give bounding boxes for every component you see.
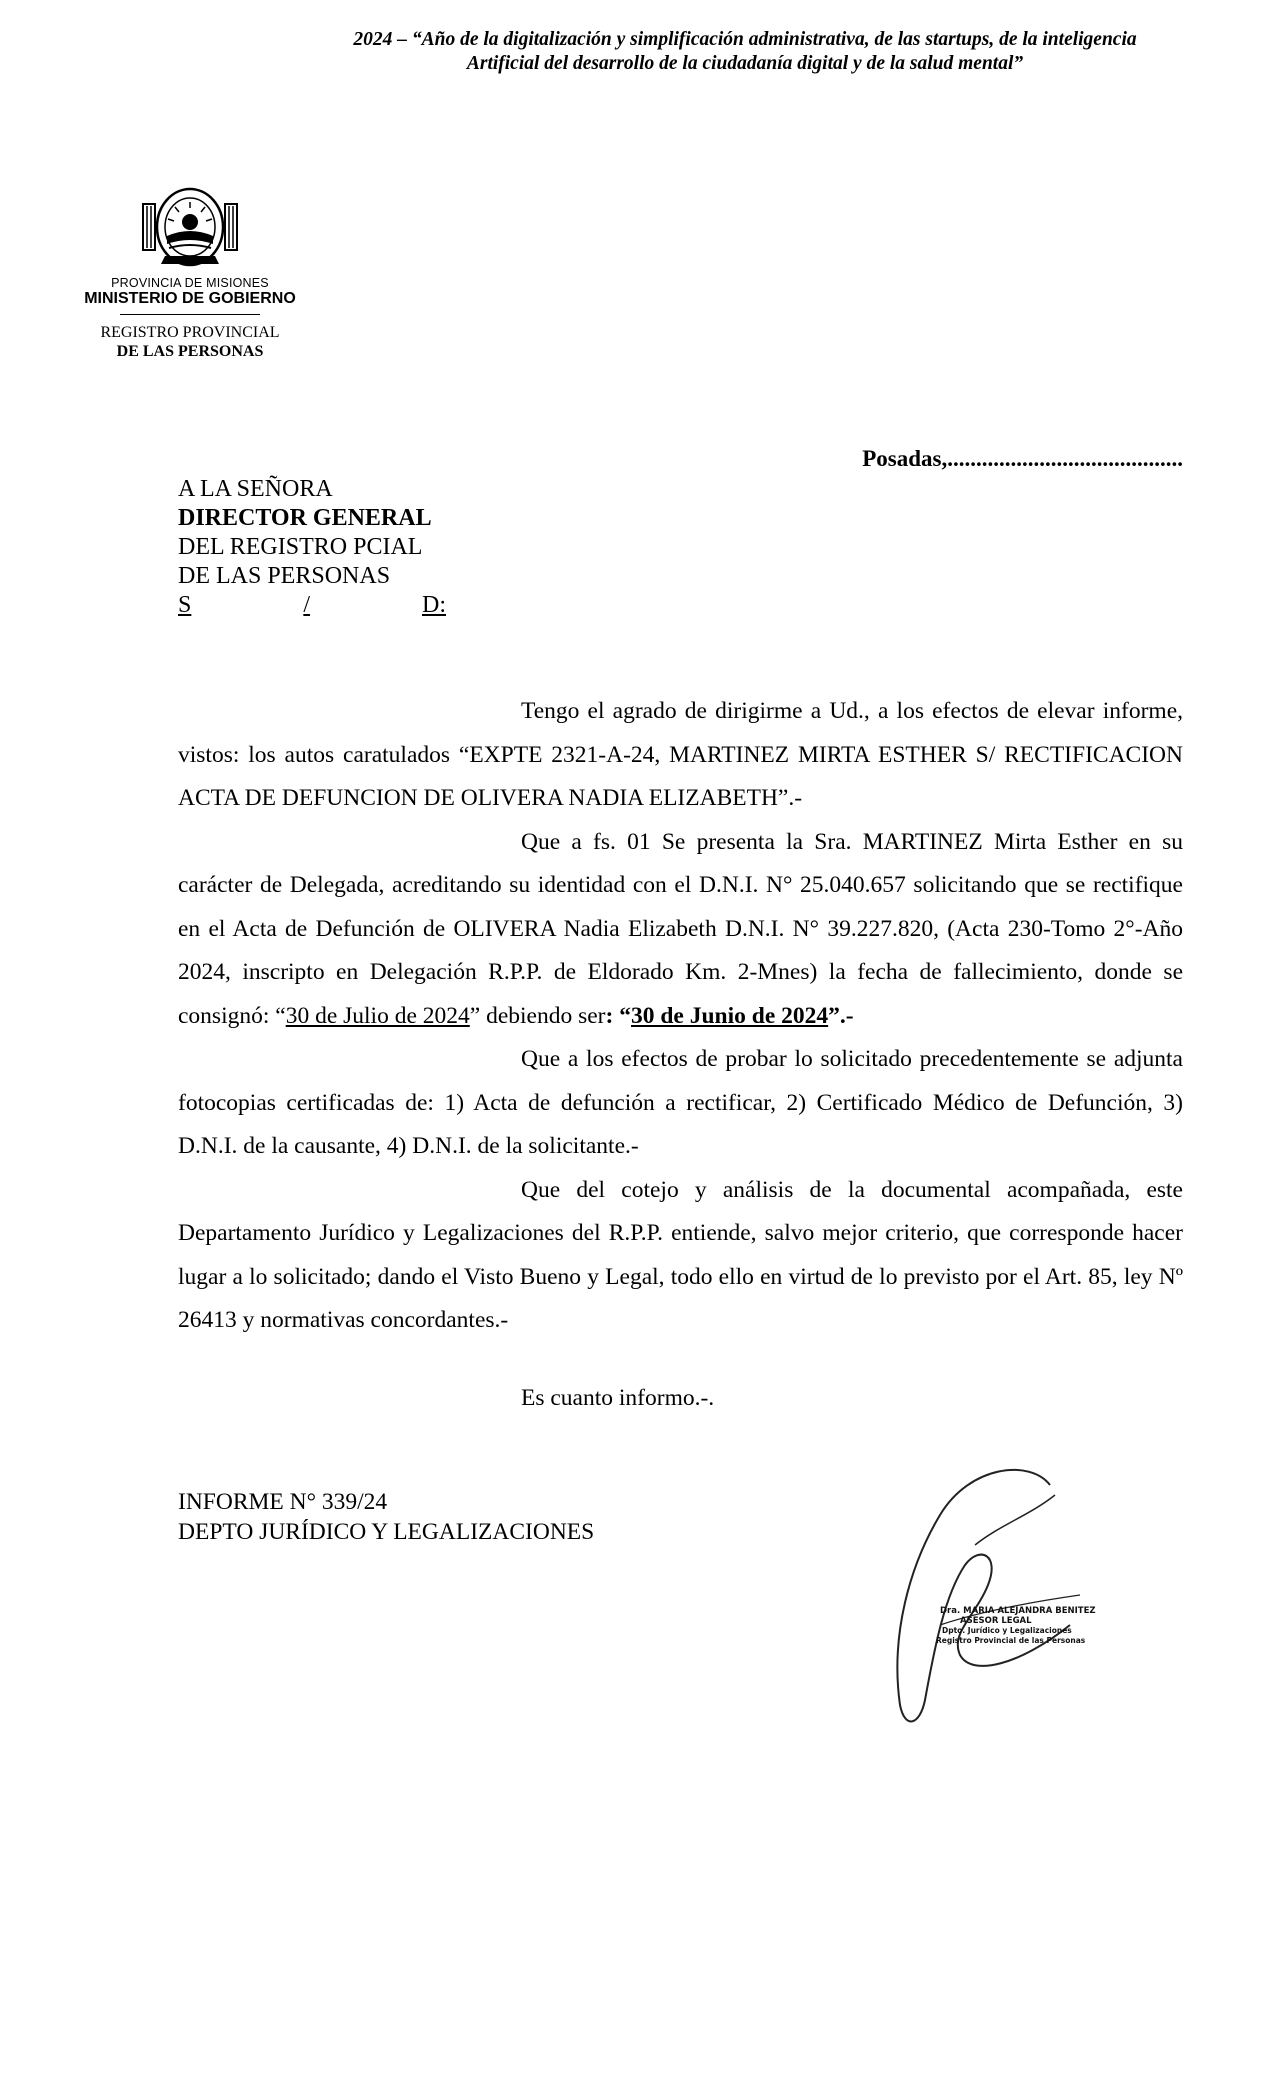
motto-line-1: 2024 – “Año de la digitalización y simplificación administrativa, de las startups, de la inteligencia <box>353 29 1137 50</box>
stamp-department: Dpto. Jurídico y Legalizaciones <box>942 1626 1072 1635</box>
paragraph-2-end: ”.- <box>828 1002 854 1029</box>
stamp-registry: Registro Provincial de las Personas <box>936 1636 1086 1645</box>
su-despacho <box>178 591 446 620</box>
divider <box>120 314 260 315</box>
place-date-line: Posadas,......................................... <box>862 446 1183 471</box>
header-motto <box>300 28 1190 76</box>
signature-stamp <box>880 1455 1100 1735</box>
stamp-title: ASESOR LEGAL <box>960 1616 1032 1626</box>
paragraph-2-text: Que a fs. 01 Se presenta la Sra. MARTINEZ Mirta Esther en su carácter de Delegada, acreditando su identidad con el D.N.I. N° 25.040.657 solicitando que se rectifique en el Acta de Defunción de OLIVERA Nadia Elizabeth D.N.I. N° 39.227.820, (Acta 230-Tomo 2°-Año 2024, inscripto en Delegación R.P.P. de Eldorado Km. 2-Mnes) la fecha de fallecimiento, donde se consignó: “ <box>178 828 1183 1029</box>
stamp-name: Dra. MARIA ALEJANDRA BENITEZ <box>940 1606 1096 1616</box>
correct-date: 30 de Junio de 2024 <box>630 1002 829 1029</box>
report-footer <box>178 1487 594 1547</box>
motto-line-2: Artificial del desarrollo de la ciudadanía digital y de la salud mental” <box>466 53 1024 74</box>
addressee-line-2: DIRECTOR GENERAL <box>178 505 432 531</box>
institution-logo-block <box>70 186 310 361</box>
sd-d: D: <box>422 592 446 618</box>
paragraph-3: Que a los efectos de probar lo solicitado precedentemente se adjunta fotocopias certificadas de: 1) Acta de defunción a rectificar, 2) Certificado Médico de Defunción, 3) D.N.I. de la causante, 4) D.N.I. de la solicitante.- <box>178 1046 1183 1159</box>
registry-name-line-1: REGISTRO PROVINCIAL <box>100 324 280 341</box>
registry-name-line-2: DE LAS PERSONAS <box>116 343 264 360</box>
report-department: DEPTO JURÍDICO Y LEGALIZACIONES <box>178 1519 595 1545</box>
addressee-line-1: A LA SEÑORA <box>178 476 333 502</box>
addressee-block <box>178 475 446 620</box>
closing-line: Es cuanto informo.-. <box>521 1385 715 1411</box>
paragraph-1: Tengo el agrado de dirigirme a Ud., a los efectos de elevar informe, vistos: los autos caratulados “EXPTE 2321-A-24, MARTINEZ MIRTA ESTHER S/ RECTIFICACION ACTA DE DEFUNCION DE OLIVERA NADIA ELIZABETH”.- <box>178 698 1183 811</box>
ministry-name: MINISTERIO DE GOBIERNO <box>84 290 296 307</box>
addressee-line-3: DEL REGISTRO PCIAL <box>178 534 423 560</box>
paragraph-4: Que del cotejo y análisis de la documental acompañada, este Departamento Jurídico y Legalizaciones del R.P.P. entiende, salvo mejor criterio, que corresponde hacer lugar a lo solicitado; dando el Visto Bueno y Legal, todo ello en virtud de lo previsto por el Art. 85, ley Nº 26413 y normativas concordantes.- <box>178 1176 1183 1333</box>
paragraph-2-joiner: ” debiendo ser <box>469 1002 606 1029</box>
addressee-line-4: DE LAS PERSONAS <box>178 563 391 589</box>
wrong-date: 30 de Julio de 2024 <box>285 1002 470 1029</box>
misiones-seal-icon <box>141 186 239 268</box>
sd-s: S <box>178 592 192 618</box>
paragraph-2 <box>178 821 1183 1039</box>
sd-slash: / <box>303 592 311 618</box>
paragraph-2-colon: : “ <box>605 1002 631 1029</box>
province-name: PROVINCIA DE MISIONES <box>111 276 269 290</box>
report-body <box>178 690 1183 1343</box>
report-number: INFORME N° 339/24 <box>178 1489 388 1515</box>
